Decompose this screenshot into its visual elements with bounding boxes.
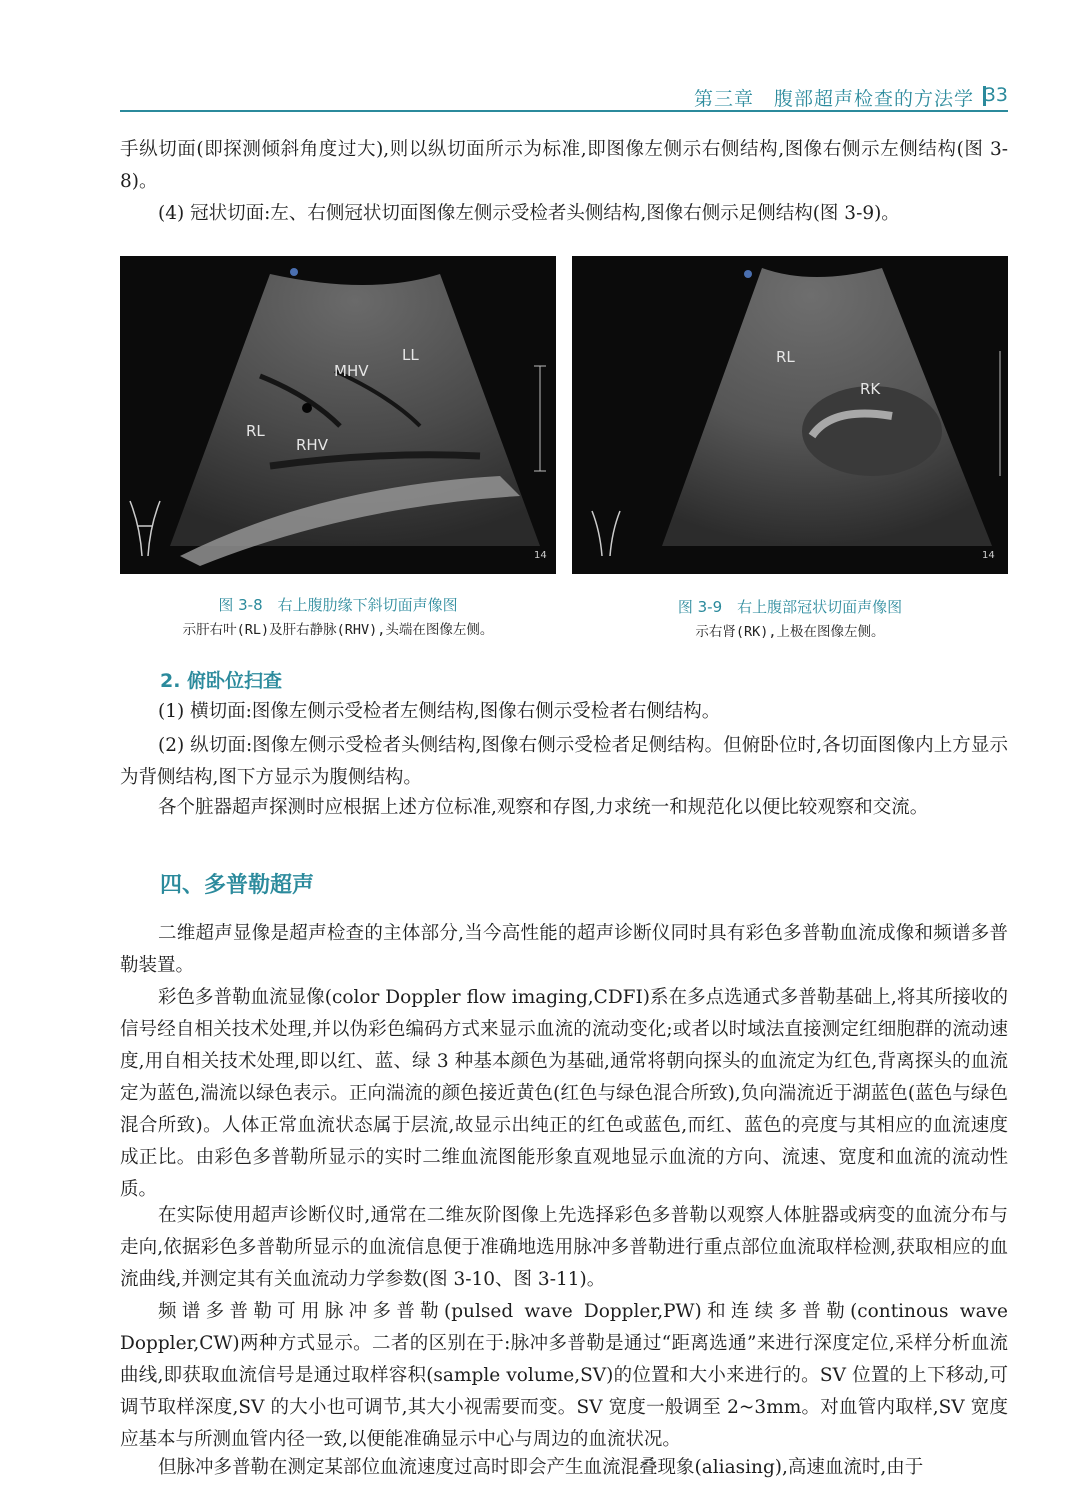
paragraph-7: 彩色多普勒血流显像(color Doppler flow imaging,CDFI)系在多点选通式多普勒基础上,将其所接收的信号经自相关技术处理,并以伪彩色编码方式来显示血流的流动变化;或者以时域法直接测定红细胞群的流动速度,用自相关技术处理,即以红、蓝、绿 3 种基本颜色为基础,通常将朝向探头的血流定为红色,背离探头的血流定为蓝色,湍流以绿色表示。正向湍流的颜色接近黄色(红色与绿色混合所致),负向湍流近于湖蓝色(蓝色与绿色混合所致)。人体正常血流状态属于层流,故显示出纯正的红色或蓝色,而红、蓝色的亮度与其相应的血流速度成正比。由彩色多普勒所显示的实时二维血流图能形象直观地显示血流的方向、流速、宽度和血流的流动性质。 (120, 987, 1008, 1200)
label-rk: RK (860, 380, 881, 398)
figure-3-8-caption: 示肝右叶(RL)及肝右静脉(RHV),头端在图像左侧。 (182, 622, 494, 638)
chapter-title: 第三章 腹部超声检查的方法学 (693, 88, 974, 110)
paragraph-3: (1) 横切面:图像左侧示受检者左侧结构,图像右侧示受检者右侧结构。 (158, 701, 721, 722)
depth-marker: 14 (534, 550, 547, 561)
figure-3-9-caption: 示右肾(RK),上极在图像左侧。 (695, 624, 885, 640)
ultrasound-image-fig-3-9 (572, 256, 1008, 574)
header-rule (120, 110, 1008, 112)
running-header (120, 84, 1008, 108)
section-heading-doppler: 四、多普勒超声 (160, 873, 315, 898)
figure-3-9-title: 图 3-9 右上腹部冠状切面声像图 (677, 598, 903, 616)
label-rl: RL (246, 422, 265, 440)
paragraph-5: 各个脏器超声探测时应根据上述方位标准,观察和存图,力求统一和规范化以便比较观察和交流。 (158, 797, 929, 818)
paragraph-4: (2) 纵切面:图像左侧示受检者头侧结构,图像右侧示受检者足侧结构。但俯卧位时,各切面图像内上方显示为背侧结构,图下方显示为腹侧结构。 (120, 735, 1008, 788)
paragraph-6: 二维超声显像是超声检查的主体部分,当今高性能的超声诊断仪同时具有彩色多普勒血流成像和频谱多普勒装置。 (120, 923, 1008, 976)
paragraph-8: 在实际使用超声诊断仪时,通常在二维灰阶图像上先选择彩色多普勒以观察人体脏器或病变的血流分布与走向,依据彩色多普勒所显示的血流信息便于准确地选用脉冲多普勒进行重点部位血流取样检测,获取相应的血流曲线,并测定其有关血流动力学参数(图 3-10、图 3-11)。 (120, 1205, 1008, 1290)
ultrasound-image-fig-3-8 (120, 256, 556, 574)
label-rhv: RHV (296, 436, 328, 454)
depth-marker: 14 (982, 550, 995, 561)
label-ll: LL (402, 346, 419, 364)
page-number: 33 (983, 84, 1008, 106)
paragraph-1: 手纵切面(即探测倾斜角度过大),则以纵切面所示为标准,即图像左侧示右侧结构,图像右侧示左侧结构(图 3-8)。 (120, 139, 1008, 192)
figure-3-8-title: 图 3-8 右上腹肋缘下斜切面声像图 (218, 596, 458, 614)
paragraph-2: (4) 冠状切面:左、右侧冠状切面图像左侧示受检者头侧结构,图像右侧示足侧结构(图 3-9)。 (158, 203, 900, 224)
paragraph-9: 频谱多普勒可用脉冲多普勒(pulsed wave Doppler,PW)和连续多普勒(continous wave Doppler,CW)两种方式显示。二者的区别在于:脉冲多普勒是通过“距离选通”来进行深度定位,采样分析血流曲线,即获取血流信号是通过取样容积(sample volume,SV)的位置和大小来进行的。SV 位置的上下移动,可调节取样深度,SV 的大小也可调节,其大小视需要而变。SV 宽度一般调至 2~3mm。对血管内取样,SV 宽度应基本与所测血管内径一致,以便能准确显示中心与周边的血流状况。 (120, 1301, 1009, 1450)
section-heading-prone: 2. 俯卧位扫查 (160, 670, 283, 692)
label-mhv: MHV (334, 362, 369, 380)
label-rl: RL (776, 348, 795, 366)
paragraph-10: 但脉冲多普勒在测定某部位血流速度过高时即会产生血流混叠现象(aliasing),高速血流时,由于 (158, 1457, 924, 1478)
